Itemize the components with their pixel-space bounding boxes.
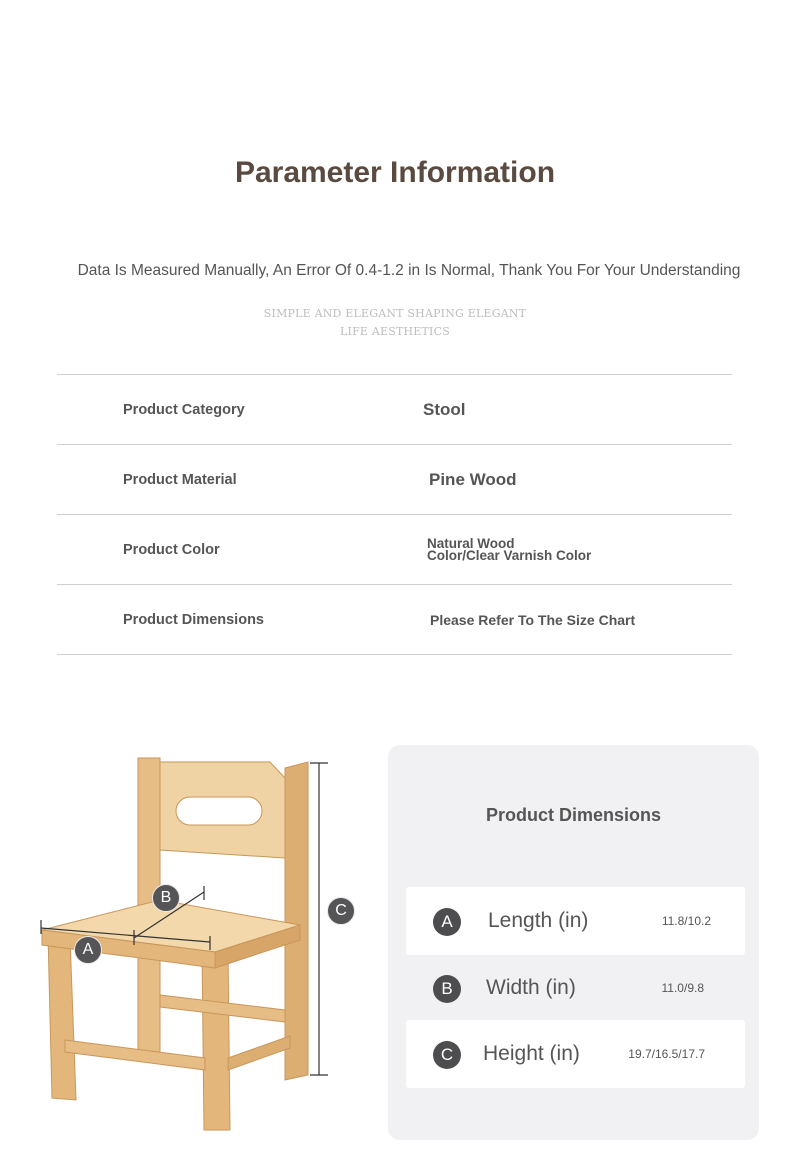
marker-c: C — [327, 897, 355, 925]
dimension-name: Length (in) — [488, 909, 589, 932]
dimension-row-length — [406, 887, 745, 955]
param-value-line-2: Color/Clear Varnish Color — [427, 547, 592, 563]
measurement-notice: Data Is Measured Manually, An Error Of 0.4-1.2 in Is Normal, Thank You For Your Understanding — [77, 262, 741, 279]
dimension-name: Width (in) — [486, 976, 576, 999]
dimension-value: 11.8/10.2 — [661, 914, 711, 928]
param-value — [427, 515, 607, 584]
chair-illustration — [20, 740, 370, 1140]
param-row-color — [57, 515, 732, 585]
param-value: Please Refer To The Size Chart — [430, 611, 636, 628]
tagline — [0, 305, 790, 341]
param-label: Product Color — [123, 541, 220, 558]
tagline-line-1: SIMPLE AND ELEGANT SHAPING ELEGANT — [263, 307, 527, 320]
marker-b: B — [152, 884, 180, 912]
param-label: Product Material — [123, 471, 237, 488]
dimension-badge: B — [433, 975, 461, 1003]
tagline-line-2: LIFE AESTHETICS — [340, 325, 450, 338]
chair-diagram — [20, 740, 370, 1140]
param-row-material — [57, 445, 732, 515]
dimension-value: 11.0/9.8 — [661, 981, 704, 995]
param-label: Product Category — [123, 401, 245, 418]
param-value: Pine Wood — [429, 469, 517, 489]
param-value-line-1: Natural Wood — [427, 535, 515, 551]
page-title: Parameter Information — [234, 156, 556, 189]
dimension-badge: C — [433, 1041, 461, 1069]
parameter-table — [57, 374, 732, 655]
param-row-dimensions — [57, 585, 732, 655]
marker-a: A — [74, 936, 102, 964]
dimension-badge: A — [433, 908, 461, 936]
param-label: Product Dimensions — [123, 611, 264, 628]
dimension-value: 19.7/16.5/17.7 — [628, 1047, 705, 1061]
dimension-row-height — [406, 1020, 745, 1088]
param-value: Stool — [423, 399, 466, 419]
dimensions-panel — [388, 745, 759, 1140]
dimensions-panel-title: Product Dimensions — [485, 805, 662, 825]
param-row-category — [57, 375, 732, 445]
dimension-name: Height (in) — [483, 1042, 580, 1065]
dimension-row-width — [406, 954, 745, 1022]
